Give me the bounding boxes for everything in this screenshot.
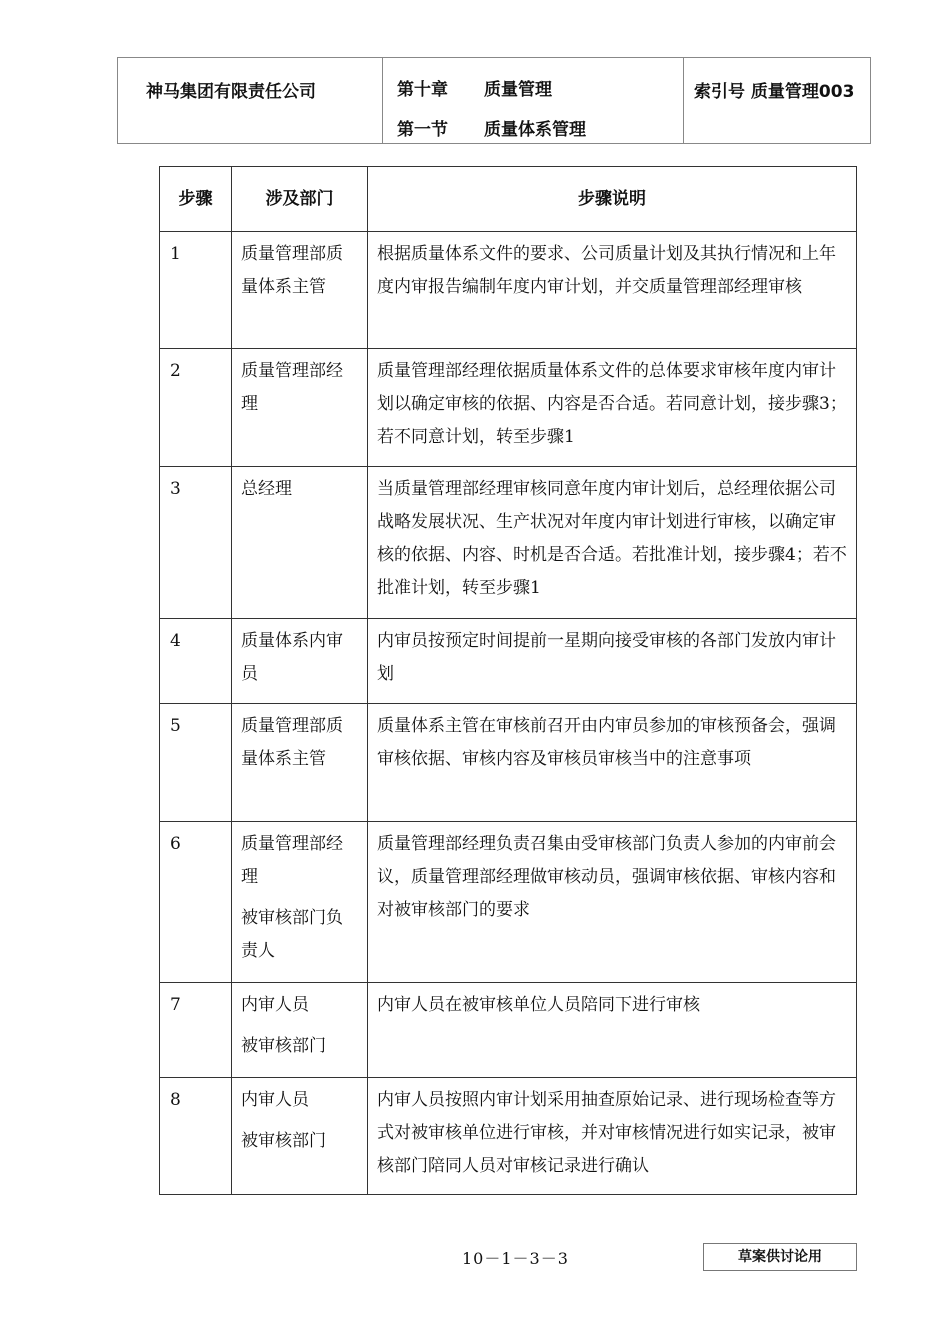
department-name: 被审核部门	[241, 1036, 326, 1056]
step-description: 质量体系主管在审核前召开由内审员参加的审核预备会，强调审核依据、审核内容及审核员审核当中的注意事项	[368, 704, 857, 822]
step-number: 5	[160, 704, 232, 822]
steps-table	[159, 166, 857, 1195]
chapter-title: 质量管理	[484, 80, 552, 100]
table-row	[160, 232, 857, 349]
department-cell	[232, 1078, 368, 1195]
step-description: 内审员按预定时间提前一星期向接受审核的各部门发放内审计划	[368, 619, 857, 704]
section-label: 第一节	[397, 120, 448, 140]
section-title: 质量体系管理	[484, 120, 586, 140]
company-name: 神马集团有限责任公司	[146, 82, 316, 102]
index-value: 质量管理003	[750, 82, 855, 102]
step-number: 7	[160, 983, 232, 1078]
step-description: 当质量管理部经理审核同意年度内审计划后，总经理依据公司战略发展状况、生产状况对年度内审计划进行审核，以确定审核的依据、内容、时机是否合适。若批准计划，接步骤4；若不批准计划，转至步骤1	[368, 467, 857, 619]
column-header-department: 涉及部门	[232, 167, 368, 232]
department-name: 被审核部门	[241, 1131, 326, 1151]
table-row	[160, 349, 857, 467]
step-number: 2	[160, 349, 232, 467]
department-name: 总经理	[241, 479, 292, 499]
step-number: 4	[160, 619, 232, 704]
chapter-label: 第十章	[397, 80, 448, 100]
index-label: 索引号	[694, 82, 745, 102]
department-name: 被审核部门负责人	[241, 908, 343, 961]
column-header-step: 步骤	[160, 167, 232, 232]
step-description: 内审人员按照内审计划采用抽查原始记录、进行现场检查等方式对被审核单位进行审核，并对审核情况进行如实记录，被审核部门陪同人员对审核记录进行确认	[368, 1078, 857, 1195]
steps-body	[160, 232, 857, 1195]
table-row	[160, 983, 857, 1078]
department-cell	[232, 983, 368, 1078]
company-cell	[118, 58, 383, 144]
step-number: 1	[160, 232, 232, 349]
department-cell	[232, 704, 368, 822]
index-cell	[684, 58, 871, 144]
step-description: 质量管理部经理负责召集由受审核部门负责人参加的内审前会议，质量管理部经理做审核动员，强调审核依据、审核内容和对被审核部门的要求	[368, 822, 857, 983]
column-header-description: 步骤说明	[368, 167, 857, 232]
department-cell	[232, 822, 368, 983]
table-row	[160, 1078, 857, 1195]
page-number: 10－1－3－3	[462, 1249, 569, 1268]
step-description: 质量管理部经理依据质量体系文件的总体要求审核年度内审计划以确定审核的依据、内容是否合适。若同意计划，接步骤3；若不同意计划，转至步骤1	[368, 349, 857, 467]
department-cell	[232, 349, 368, 467]
table-row	[160, 822, 857, 983]
department-name: 内审人员	[241, 995, 309, 1015]
document-header	[117, 57, 871, 144]
table-row	[160, 619, 857, 704]
step-number: 3	[160, 467, 232, 619]
step-number: 6	[160, 822, 232, 983]
department-name: 质量管理部经理	[241, 834, 343, 887]
department-cell	[232, 232, 368, 349]
department-name: 质量管理部质量体系主管	[241, 716, 343, 769]
department-cell	[232, 619, 368, 704]
step-description: 内审人员在被审核单位人员陪同下进行审核	[368, 983, 857, 1078]
department-name: 内审人员	[241, 1090, 309, 1110]
chapter-cell	[383, 58, 684, 144]
department-name: 质量管理部经理	[241, 361, 343, 414]
step-description: 根据质量体系文件的要求、公司质量计划及其执行情况和上年度内审报告编制年度内审计划，并交质量管理部经理审核	[368, 232, 857, 349]
table-header-row	[160, 167, 857, 232]
department-cell	[232, 467, 368, 619]
department-name: 质量体系内审员	[241, 631, 343, 684]
step-number: 8	[160, 1078, 232, 1195]
draft-stamp: 草案供讨论用	[703, 1243, 857, 1271]
table-row	[160, 704, 857, 822]
department-name: 质量管理部质量体系主管	[241, 244, 343, 297]
table-row	[160, 467, 857, 619]
